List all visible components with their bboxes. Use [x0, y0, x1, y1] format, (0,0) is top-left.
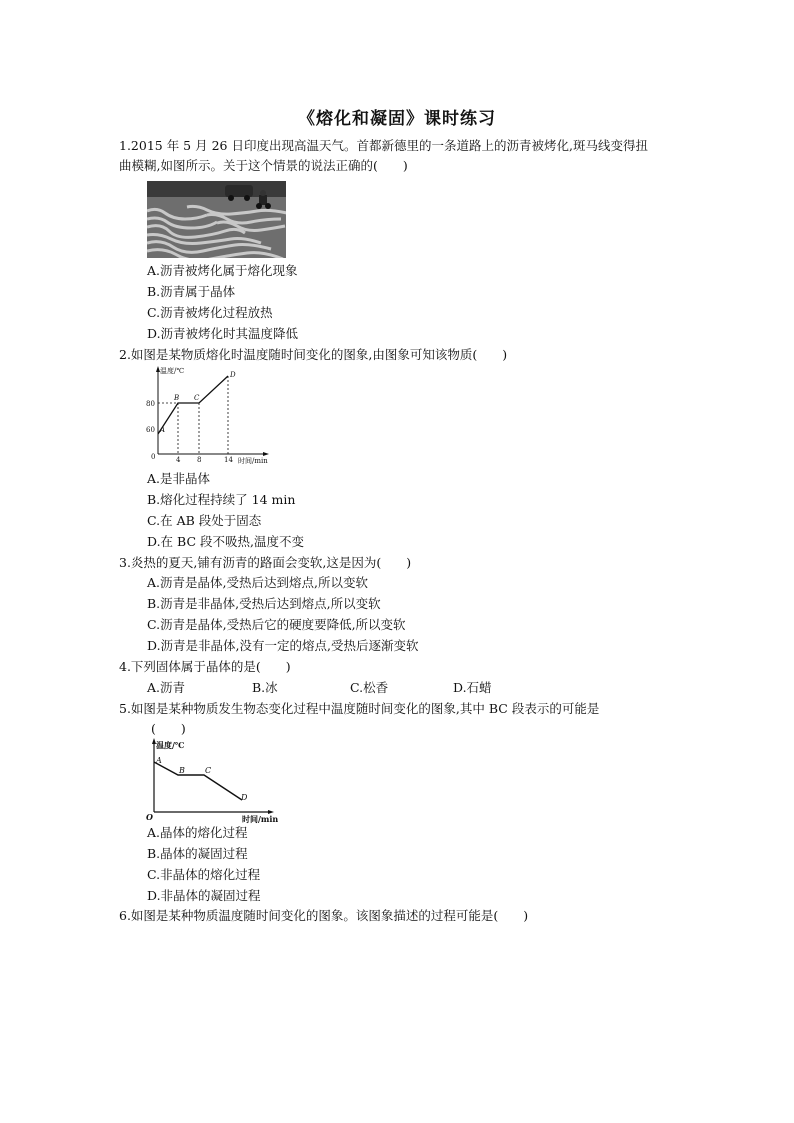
q2-ylabel: 温度/℃: [160, 367, 185, 375]
q1-stem-line1: 1.2015 年 5 月 26 日印度出现高温天气。首都新德里的一条道路上的沥青被烤化,斑马线变得扭: [119, 138, 648, 153]
q5-option-b: B.晶体的凝固过程: [147, 846, 248, 861]
q5-point-a: A: [156, 756, 162, 765]
q5-point-c: C: [205, 766, 212, 775]
q2-option-d: D.在 BC 段不吸热,温度不变: [147, 534, 304, 549]
q1-option-c: C.沥青被烤化过程放热: [147, 305, 273, 320]
q4-option-b: B.冰: [252, 680, 278, 695]
q2-curve: [158, 376, 228, 434]
q2-x-arrow-icon: [263, 452, 269, 456]
q1-option-d: D.沥青被烤化时其温度降低: [147, 326, 299, 341]
asphalt-road-image: [147, 181, 286, 258]
page-title: 《熔化和凝固》课时练习: [298, 109, 496, 129]
q2-ytick-80: 80: [146, 400, 155, 408]
q5-option-c: C.非晶体的熔化过程: [147, 867, 261, 882]
q4-stem: 4.下列固体属于晶体的是( ): [119, 659, 291, 674]
q5-ylabel: 温度/℃: [156, 740, 185, 750]
q1-road-photo: [147, 181, 286, 258]
q2-point-c: C: [194, 394, 200, 402]
q2-xtick-14: 14: [224, 456, 233, 464]
q2-point-d: D: [230, 371, 236, 379]
q3-stem: 3.炎热的夏天,铺有沥青的路面会变软,这是因为( ): [119, 555, 412, 570]
q1-option-b: B.沥青属于晶体: [147, 284, 236, 299]
q3-option-d: D.沥青是非晶体,没有一定的熔点,受热后逐渐变软: [147, 638, 419, 653]
q2-xtick-4: 4: [176, 456, 181, 464]
q3-option-b: B.沥青是非晶体,受热后达到熔点,所以变软: [147, 596, 381, 611]
q2-point-b: B: [174, 394, 180, 402]
q2-option-c: C.在 AB 段处于固态: [147, 513, 262, 528]
q3-option-a: A.沥青是晶体,受热后达到熔点,所以变软: [147, 575, 368, 590]
q2-option-b: B.熔化过程持续了 14 min: [147, 492, 296, 507]
q3-option-c: C.沥青是晶体,受热后它的硬度要降低,所以变软: [147, 617, 406, 632]
q2-xlabel: 时间/min: [238, 457, 268, 465]
q2-xtick-8: 8: [197, 456, 202, 464]
q5-solidifying-graph: [142, 736, 282, 824]
q5-option-a: A.晶体的熔化过程: [147, 825, 248, 840]
q5-curve: [154, 762, 242, 800]
q4-option-c: C.松香: [350, 680, 389, 695]
q2-melting-graph: [140, 364, 280, 468]
q5-point-b: B: [179, 766, 185, 775]
q5-point-d: D: [241, 793, 248, 802]
q4-option-a: A.沥青: [147, 680, 186, 695]
q5-option-d: D.非晶体的凝固过程: [147, 888, 261, 903]
q2-stem: 2.如图是某物质熔化时温度随时间变化的图象,由图象可知该物质( ): [119, 347, 508, 362]
q5-xlabel: 时间/min: [242, 814, 279, 824]
q2-ytick-60: 60: [146, 426, 155, 434]
q5-stem-line1: 5.如图是某种物质发生物态变化过程中温度随时间变化的图象,其中 BC 段表示的可能是: [119, 701, 600, 716]
q6-stem: 6.如图是某种物质温度随时间变化的图象。该图象描述的过程可能是( ): [119, 908, 529, 923]
q1-stem-line2: 曲模糊,如图所示。关于这个情景的说法正确的( ): [119, 158, 408, 173]
q1-option-a: A.沥青被烤化属于熔化现象: [147, 263, 298, 278]
q2-option-a: A.是非晶体: [147, 471, 211, 486]
q5-stem-line2: ( ): [151, 721, 186, 736]
q4-option-d: D.石蜡: [453, 680, 492, 695]
q2-point-a: A: [160, 426, 166, 434]
car-shape: [225, 185, 253, 197]
q5-origin-label: O: [146, 812, 153, 822]
q2-origin-label: 0: [151, 453, 156, 461]
